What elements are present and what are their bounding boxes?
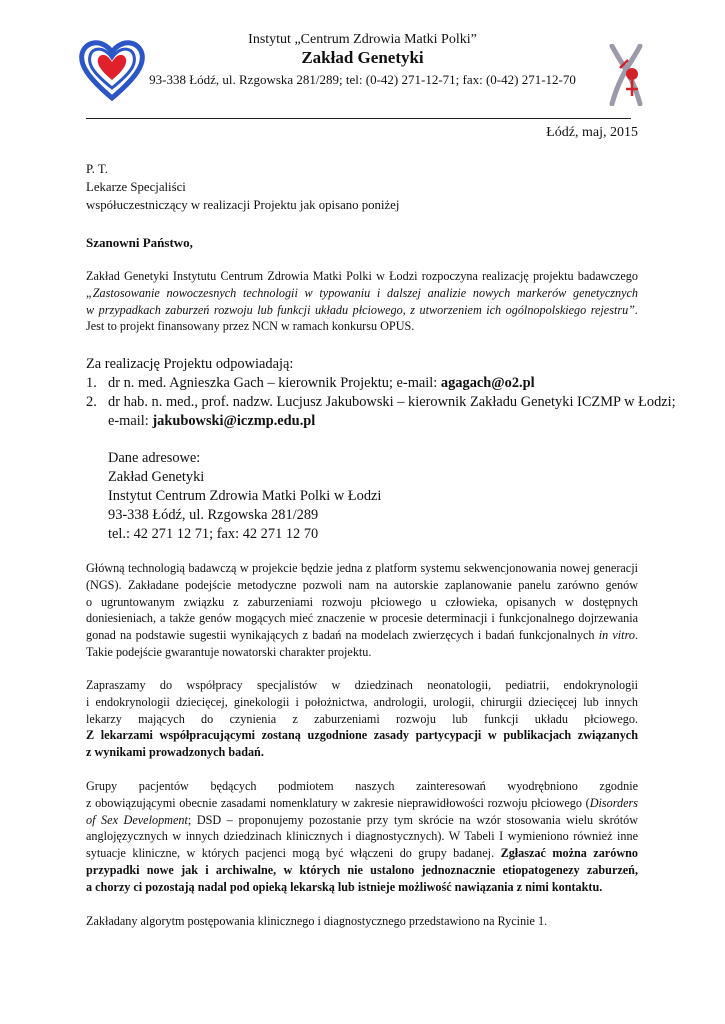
recipient-line: współuczestniczący w realizacji Projektu jak opisano poniżej [86,198,400,212]
groups-text: z obowiązującymi obecnie zasadami nomenklatury w zakresie nieprawidłowości rozwoju płciowego ( [86,795,590,810]
contact-block [108,449,628,544]
invitation-bold-line: z wynikami prowadzonych badań. [86,745,264,760]
tech-line [86,627,638,644]
groups-line [86,812,638,829]
responsible-heading: Za realizację Projektu odpowiadają: [86,356,294,372]
algorithm-note: Zakładany algorytm postępowania klinicznego i diagnostycznego przedstawiono na Rycinie 1. [86,914,548,928]
recipient-block [86,160,638,214]
responsible-item [86,374,638,393]
groups-bold: Zgłaszać można zarówno [500,846,638,861]
tech-line: (NGS). Zakładane podejście metodyczne pozwoli nam na autorskie zaplanowanie panelu zarówno genów [86,577,638,592]
email-link[interactable]: agagach@o2.pl [440,375,535,391]
groups-line [86,845,638,862]
invitation-line: lekarzy mających do czynienia z zaburzeniami rozwoju lub funkcji układu płciowego. [86,711,638,726]
invitation-paragraph [86,677,638,761]
invitation-line: i endokrynologii dziecięcej, ginekologii i położnictwa, andrologii, urologii, chirurgii dziecięcej lub innych [86,694,638,709]
groups-line [86,795,638,812]
item-number: 1. [86,375,97,391]
groups-line: Grupy pacjentów będących podmiotem naszych zainteresowań wyodrębniono zgodnie [86,779,638,793]
item-text: dr n. med. Agnieszka Gach – kierownik Projektu; e-mail: [108,375,441,391]
groups-italic: of Sex Development [86,812,188,827]
tech-italic: in vitro [598,628,635,643]
intro-line: Zakład Genetyki Instytutu Centrum Zdrowia Matki Polki w Łodzi rozpoczyna realizację projektu badawczego [86,269,638,283]
tech-text: gonad na podstawie sugestii wynikających z badań na modelach zwierzęcych i badań funkcjonalnych [86,628,599,643]
contact-line: Instytut Centrum Zdrowia Matki Polki w Łodzi [108,488,382,504]
header-department: Zakład Genetyki [301,48,424,67]
email-link[interactable]: jakubowski@iczmp.edu.pl [152,413,316,429]
contact-line: Zakład Genetyki [108,469,205,485]
item-number: 2. [86,394,97,410]
invitation-bold-line: Z lekarzami współpracującymi zostaną uzgodnione zasady partycypacji w publikacjach związanych [86,728,638,743]
responsible-section [86,355,676,431]
intro-paragraph [86,268,638,335]
groups-text: ; DSD – proponujemy pozostanie przy tym skrócie na wzór stosowania wielu skrótów [187,812,639,827]
contact-line: tel.: 42 271 12 71; fax: 42 271 12 70 [108,526,319,542]
header-address: 93-338 Łódź, ul. Rzgowska 281/289; tel: (0-42) 271-12-71; fax: (0-42) 271-12-70 [149,72,576,87]
recipient-line: P. T. [86,162,108,176]
groups-bold-line: przypadki nowe jak i archiwalne, w których nie ustalono jednoznacznie etiopatogenezy zaburzeń, [86,862,638,877]
tech-text: . [634,628,639,643]
intro-project-title: w przypadkach zaburzeń rozwoju lub funkcji układu płciowego, z utworzeniem ich ogólnopolskiego rejestru”. [86,302,638,317]
groups-line: anglojęzycznych w innych dziedzinach klinicznych i diagnostycznych). W Tabeli I wymieniono również inne [86,829,638,844]
header-institute: Instytut „Centrum Zdrowia Matki Polki” [248,32,477,47]
salutation: Szanowni Państwo, [86,235,193,250]
intro-project-title: „Zastosowanie nowoczesnych technologii w typowaniu i dalszej analizie nowych markerów genetycznych [86,285,638,300]
tech-line: o ugruntowanym związku z zaburzeniami rozwoju płciowego u człowieka, opisanych w dostępnych [86,594,638,609]
email-label: e-mail: [108,413,153,429]
technology-paragraph [86,560,638,661]
header-divider [86,118,631,119]
groups-italic: Disorders [589,795,638,810]
contact-line: 93-338 Łódź, ul. Rzgowska 281/289 [108,507,319,523]
item-text: dr hab. n. med., prof. nadzw. Lucjusz Jakubowski – kierownik Zakładu Genetyki ICZMP w Łodzi; [108,394,676,410]
responsible-item [86,393,676,412]
tech-line: doniesieniach, a także genów mogących mieć znaczenie w procesie determinacji i funkcjonalnego dojrzewania [86,611,638,626]
recipient-line: Lekarze Specjaliści [86,180,186,194]
letter-date: Łódź, maj, 2015 [546,125,638,140]
responsible-item-email [86,412,638,431]
invitation-line: Zapraszamy do współpracy specjalistów w dziedzinach neonatologii, pediatrii, endokrynologii [86,678,638,692]
groups-text: sytuacje kliniczne, w których pacjenci mogą być włączeni do grupy badanej. [86,846,501,861]
tech-line: Takie podejście gwarantuje nowatorski charakter projektu. [86,644,372,659]
tech-line: Główną technologią badawczą w projekcie będzie jedna z platform systemu sekwencjonowania nowej generacji [86,561,638,575]
groups-paragraph [86,778,638,896]
intro-line: Jest to projekt finansowany przez NCN w ramach konkursu OPUS. [86,319,415,334]
groups-bold-line: a chorzy ci pozostają nadal pod opieką lekarską lub istnieje możliwość nawiązania z nimi kontaktu. [86,879,603,894]
contact-heading: Dane adresowe: [108,450,201,466]
